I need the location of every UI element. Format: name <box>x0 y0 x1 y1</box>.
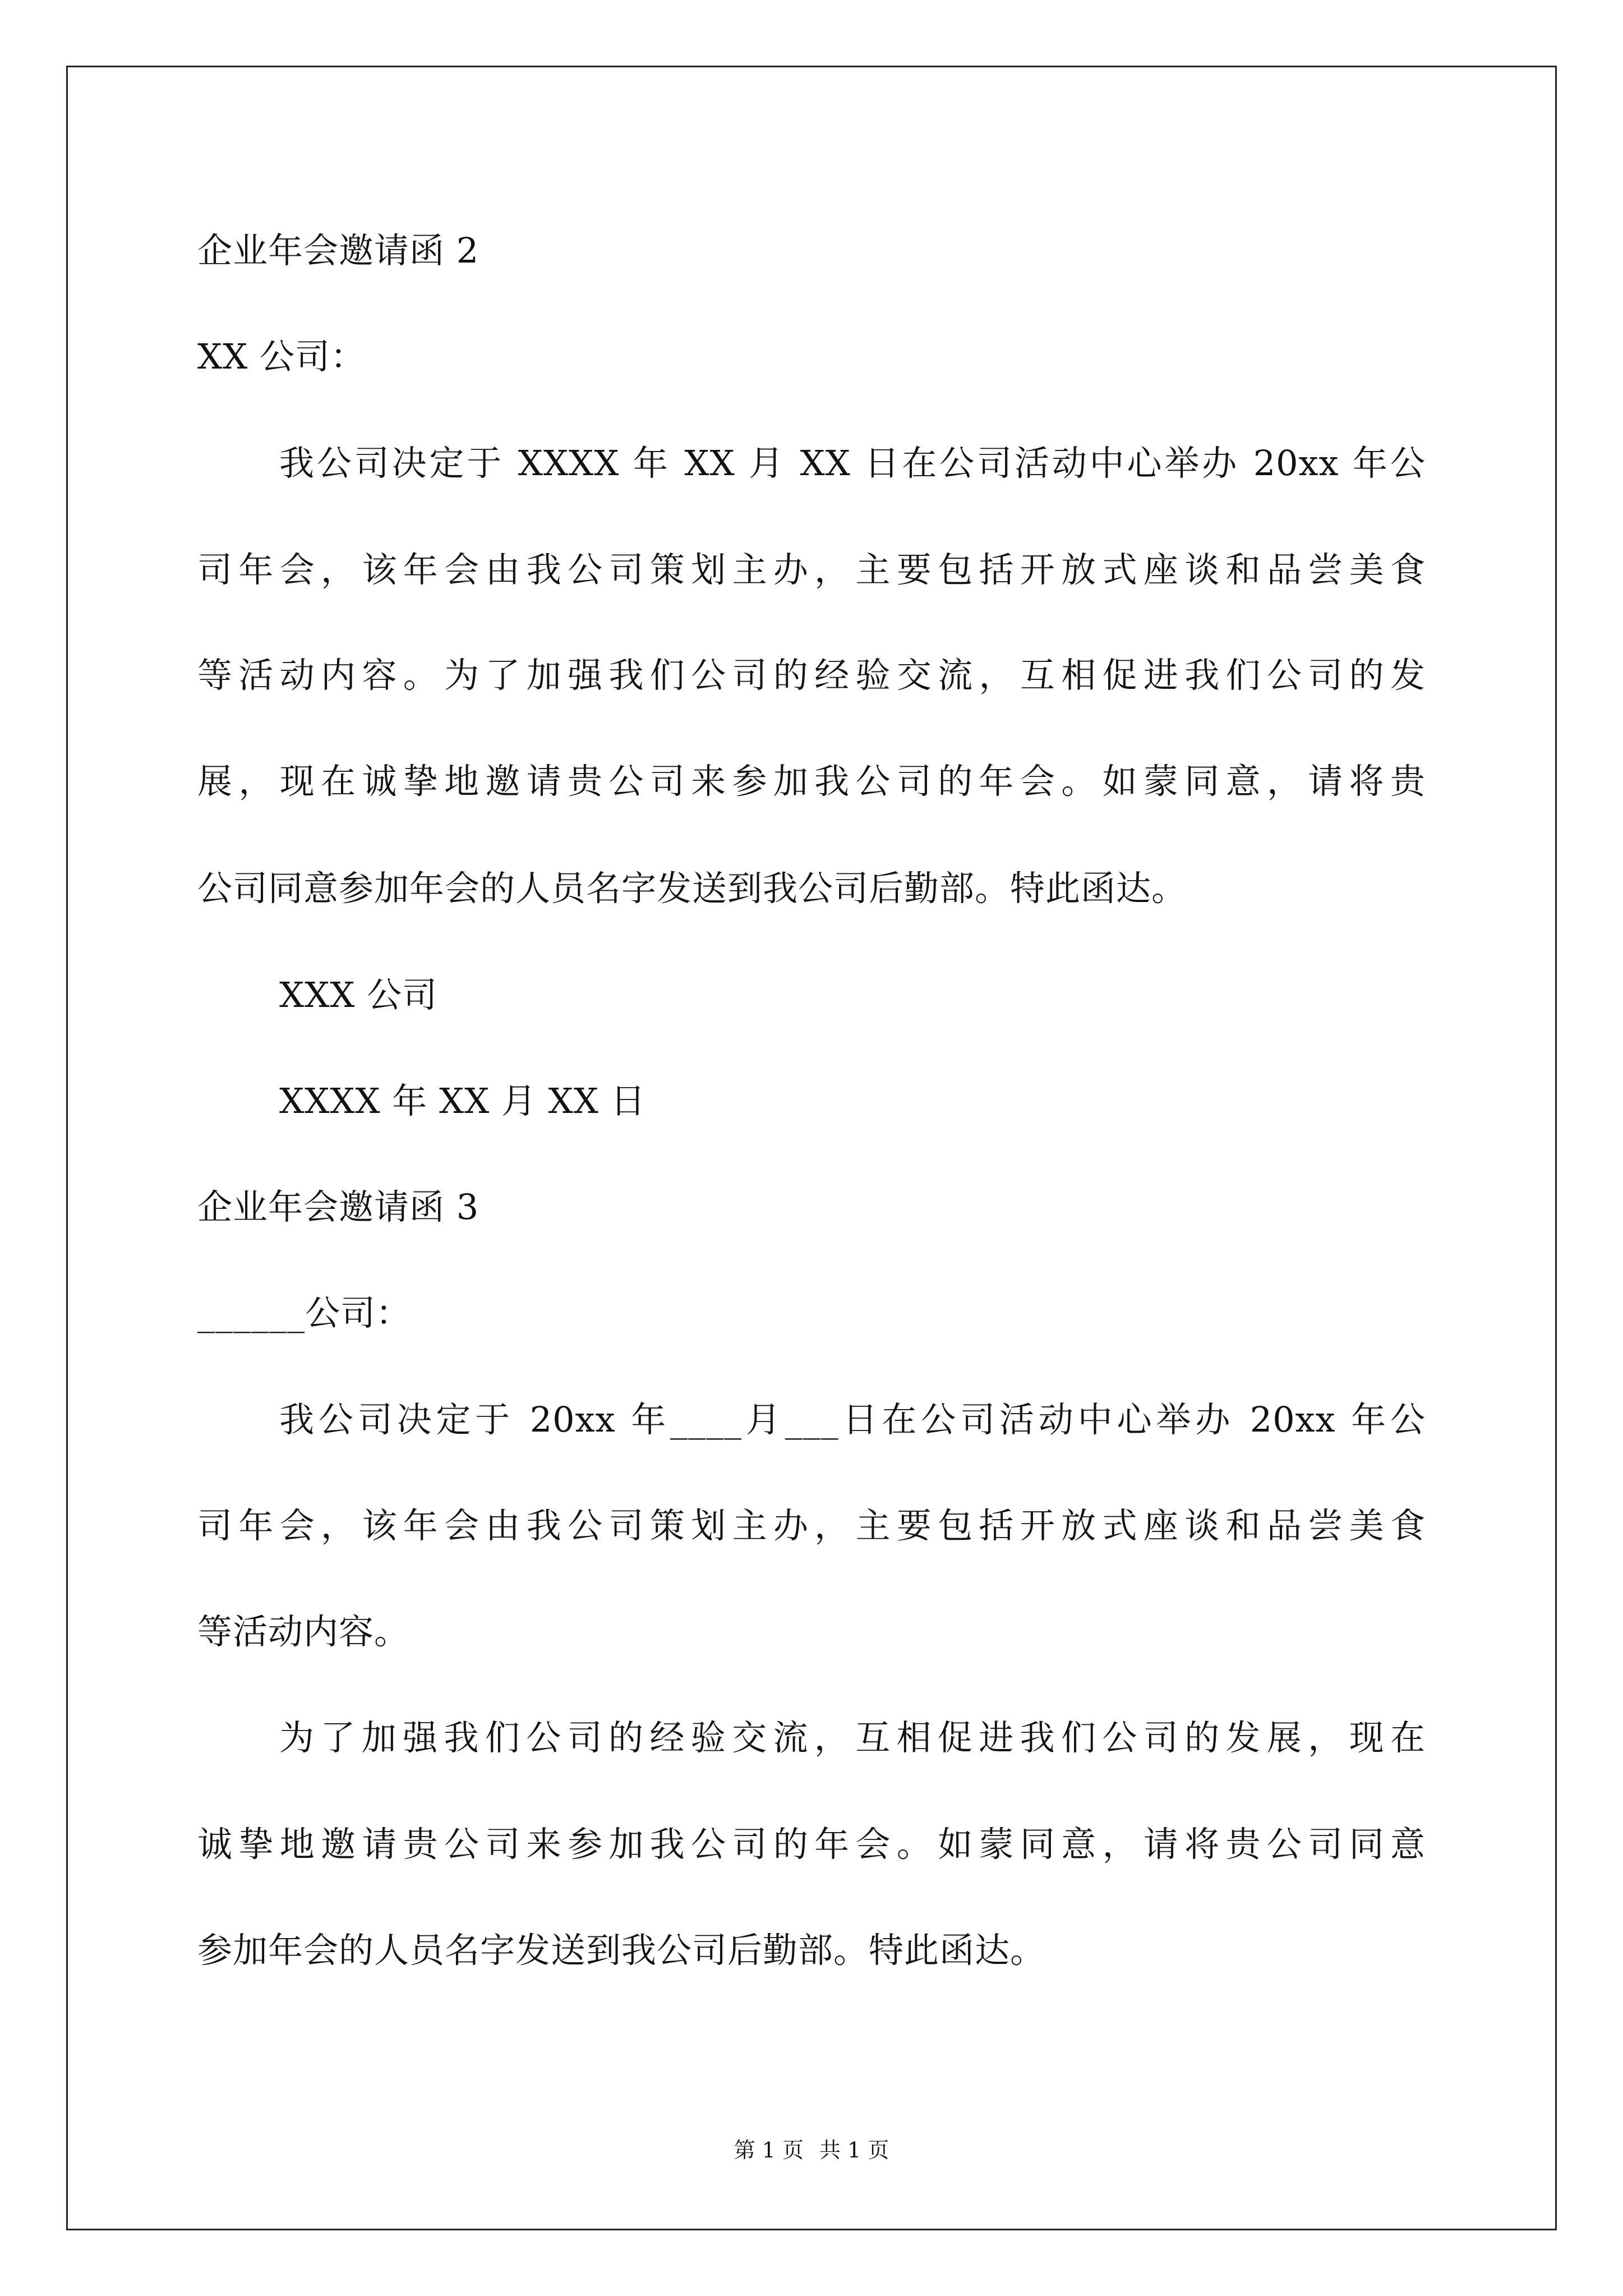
letter3-para1-line: 司年会，该年会由我公司策划主办，主要包括开放式座谈和品尝美食 <box>197 1505 1426 1546</box>
letter2-salutation: XX 公司： <box>197 336 366 377</box>
letter2-body-line: 展，现在诚挚地邀请贵公司来参加我公司的年会。如蒙同意，请将贵 <box>197 761 1426 802</box>
page-footer <box>0 2136 1623 2164</box>
letter2-signature: XXX 公司 <box>279 974 438 1015</box>
letter2-title: 企业年会邀请函 2 <box>197 230 479 271</box>
letter3-para1-line: 等活动内容。 <box>197 1611 410 1652</box>
letter3-title: 企业年会邀请函 3 <box>197 1186 479 1227</box>
letter3-salutation: ______公司： <box>197 1292 412 1333</box>
letter2-body-line: 公司同意参加年会的人员名字发送到我公司后勤部。特此函达。 <box>197 868 1187 909</box>
letter2-body-line: 等活动内容。为了加强我们公司的经验交流，互相促进我们公司的发 <box>197 655 1426 696</box>
letter3-para2-line: 诚挚地邀请贵公司来参加我公司的年会。如蒙同意，请将贵公司同意 <box>197 1824 1426 1865</box>
page-border <box>66 66 1557 2230</box>
letter2-date: XXXX 年 XX 月 XX 日 <box>279 1080 646 1121</box>
letter3-para2-line: 为了加强我们公司的经验交流，互相促进我们公司的发展，现在 <box>279 1717 1426 1758</box>
page-number-current: 第 1 页 <box>734 2138 804 2162</box>
letter2-body-line: 司年会，该年会由我公司策划主办，主要包括开放式座谈和品尝美食 <box>197 549 1426 590</box>
letter2-body-line: 我公司决定于 XXXX 年 XX 月 XX 日在公司活动中心举办 20xx 年公 <box>279 443 1426 484</box>
page-number-total: 共 1 页 <box>819 2138 889 2162</box>
letter3-para2-line: 参加年会的人员名字发送到我公司后勤部。特此函达。 <box>197 1930 1046 1971</box>
letter3-para1-line: 我公司决定于 20xx 年____月___日在公司活动中心举办 20xx 年公 <box>279 1399 1426 1440</box>
